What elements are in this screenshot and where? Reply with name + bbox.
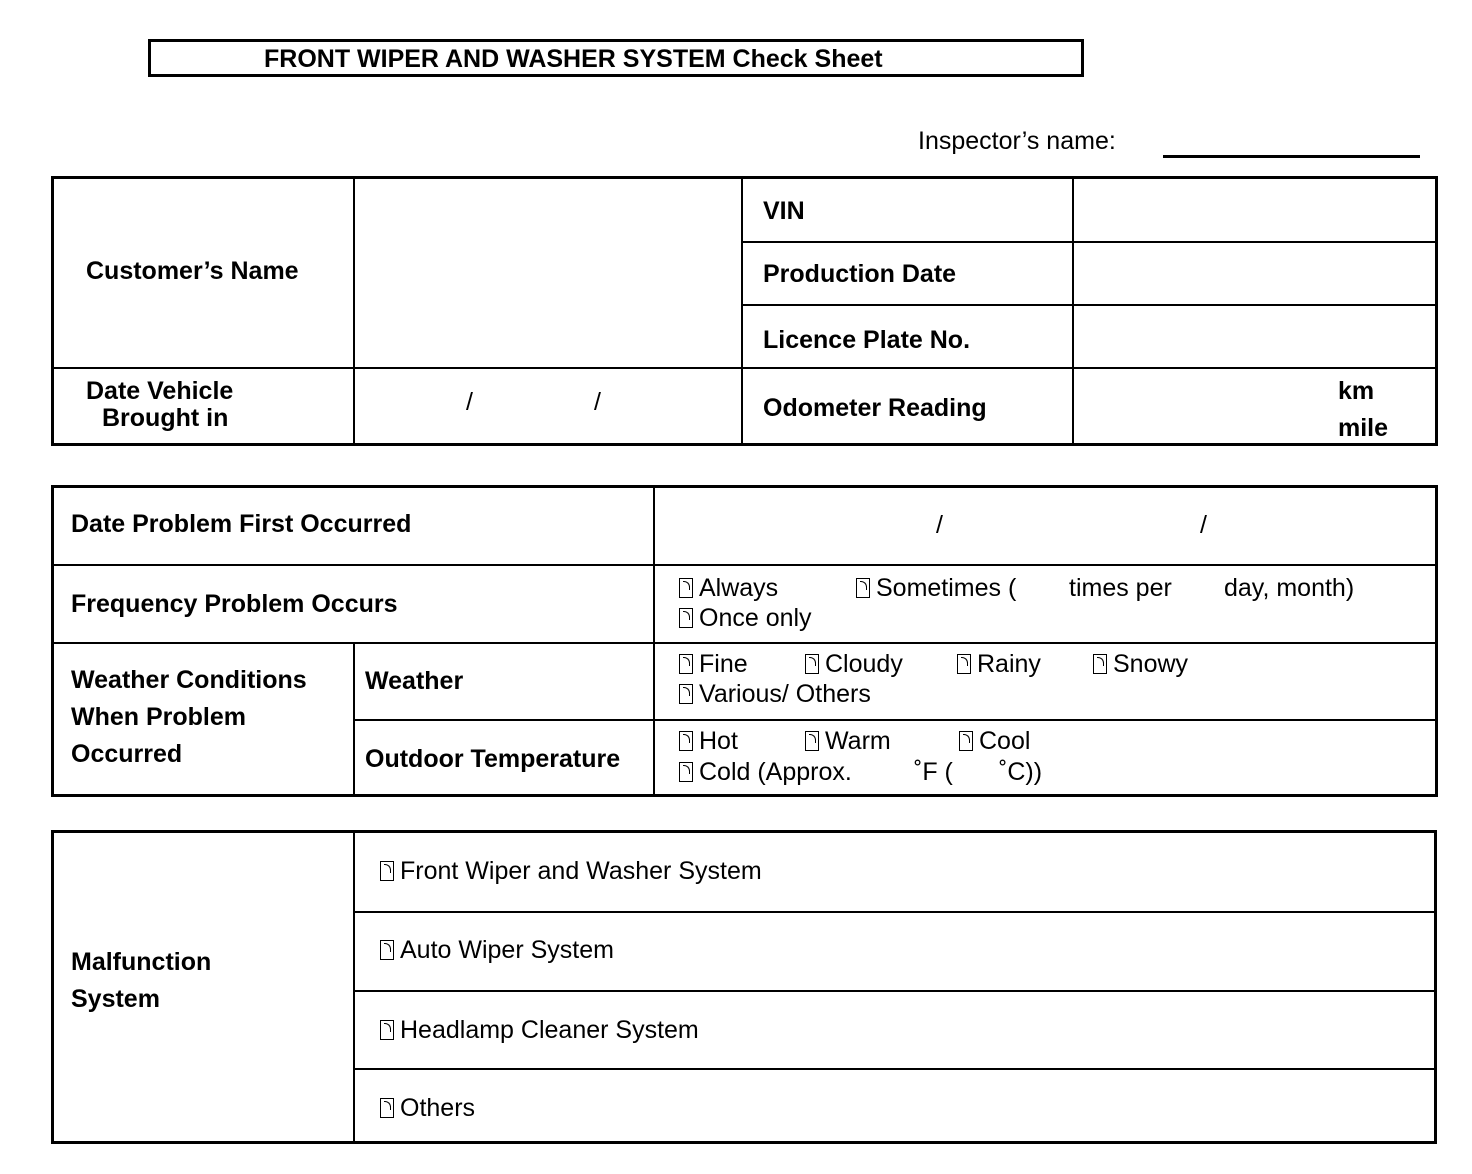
frequency-label: Frequency Problem Occurs [71, 590, 398, 618]
weather-various-option[interactable]: Various/ Others [679, 680, 871, 708]
freq-once-option[interactable]: Once only [679, 604, 812, 632]
freq-day-month-text: day, month) [1224, 574, 1355, 602]
customer-name-field[interactable] [356, 179, 740, 366]
weather-group-label-line3: Occurred [71, 740, 183, 768]
checkbox-icon [679, 731, 693, 751]
vin-field[interactable] [1075, 179, 1435, 240]
weather-group-label-line1: Weather Conditions [71, 666, 307, 694]
freq-always-option[interactable]: Always [679, 574, 778, 602]
checkbox-icon [805, 654, 819, 674]
temp-cool-option[interactable]: Cool [959, 727, 1030, 755]
checkbox-icon [380, 1020, 394, 1040]
checkbox-icon [856, 578, 870, 598]
licence-plate-label: Licence Plate No. [763, 326, 971, 354]
vin-label: VIN [763, 197, 805, 225]
outdoor-temperature-label: Outdoor Temperature [365, 745, 621, 773]
checkbox-icon [1093, 654, 1107, 674]
temp-celsius-text: ˚C)) [999, 758, 1043, 786]
problem-conditions-table [51, 485, 1438, 797]
date-brought-in-label-line2: Brought in [102, 404, 229, 432]
weather-rainy-option[interactable]: Rainy [957, 650, 1041, 678]
temp-hot-option[interactable]: Hot [679, 727, 738, 755]
malfunction-label-line1: Malfunction [71, 948, 212, 976]
checkbox-icon [679, 608, 693, 628]
weather-fine-option[interactable]: Fine [679, 650, 748, 678]
unit-km: km [1338, 377, 1375, 405]
inspector-label: Inspector’s name: [918, 127, 1116, 155]
checkbox-icon [805, 731, 819, 751]
freq-times-per-text: times per [1069, 574, 1172, 602]
checkbox-icon [679, 684, 693, 704]
checkbox-icon [380, 861, 394, 881]
date-first-occurred-label: Date Problem First Occurred [71, 510, 412, 538]
malfunction-option-front-wiper[interactable]: Front Wiper and Washer System [380, 857, 762, 885]
temp-cold-option[interactable]: Cold (Approx. [679, 758, 852, 786]
checkbox-icon [380, 940, 394, 960]
date-separator: / [466, 388, 473, 416]
licence-plate-field[interactable] [1075, 306, 1435, 366]
checkbox-icon [679, 654, 693, 674]
temp-warm-option[interactable]: Warm [805, 727, 891, 755]
malfunction-option-auto-wiper[interactable]: Auto Wiper System [380, 936, 614, 964]
page-title: FRONT WIPER AND WASHER SYSTEM Check Sheet [264, 45, 883, 73]
unit-mile: mile [1338, 414, 1389, 442]
malfunction-label-line2: System [71, 985, 160, 1013]
customer-name-label: Customer’s Name [86, 257, 299, 285]
checkbox-icon [380, 1098, 394, 1118]
freq-sometimes-option[interactable]: Sometimes ( [856, 574, 1016, 602]
production-date-field[interactable] [1075, 243, 1435, 303]
weather-label: Weather [365, 667, 464, 695]
malfunction-system-table [51, 830, 1437, 1144]
temp-fahrenheit-text: ˚F ( [914, 758, 953, 786]
odometer-field[interactable] [1075, 369, 1345, 443]
date-separator: / [936, 511, 943, 539]
weather-snowy-option[interactable]: Snowy [1093, 650, 1188, 678]
checkbox-icon [679, 762, 693, 782]
checkbox-icon [679, 578, 693, 598]
production-date-label: Production Date [763, 260, 957, 288]
title-box [148, 39, 1084, 77]
malfunction-option-others[interactable]: Others [380, 1094, 475, 1122]
weather-group-label-line2: When Problem [71, 703, 247, 731]
date-separator: / [594, 388, 601, 416]
vehicle-info-table [51, 176, 1438, 446]
date-brought-in-label-line1: Date Vehicle [86, 377, 234, 405]
date-separator: / [1200, 511, 1207, 539]
inspector-name-field[interactable] [1163, 155, 1420, 158]
weather-cloudy-option[interactable]: Cloudy [805, 650, 903, 678]
odometer-label: Odometer Reading [763, 394, 987, 422]
checkbox-icon [957, 654, 971, 674]
checkbox-icon [959, 731, 973, 751]
malfunction-option-headlamp-cleaner[interactable]: Headlamp Cleaner System [380, 1016, 699, 1044]
